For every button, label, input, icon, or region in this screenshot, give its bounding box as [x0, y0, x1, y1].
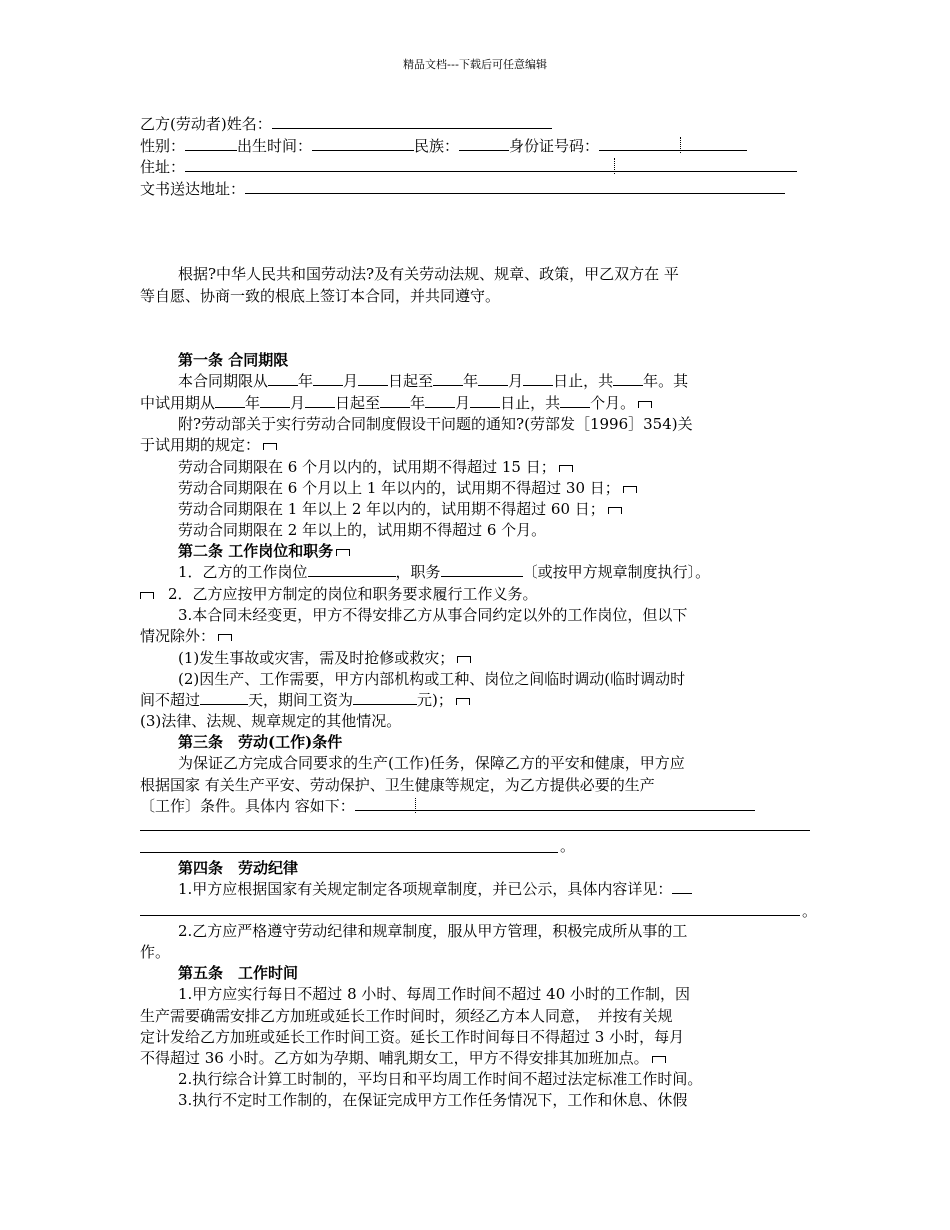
- year-blank[interactable]: [380, 393, 410, 408]
- text: 月: [290, 394, 306, 412]
- delivery-line: [140, 179, 785, 199]
- text: 日止，共: [553, 372, 614, 390]
- paragraph-mark-icon: [140, 592, 154, 599]
- wage-blank[interactable]: [353, 690, 417, 705]
- text: 中试用期从: [140, 394, 216, 412]
- name-label: 乙方(劳动者)姓名：: [140, 115, 272, 133]
- paragraph-mark-icon: [623, 486, 637, 493]
- art2-sub-2a: (2)因生产、工作需要，甲方内部机构或工种、岗位之间临时调动(临时调动时: [178, 670, 686, 688]
- art4-title: 第四条 劳动纪律: [178, 859, 299, 877]
- days-blank[interactable]: [200, 690, 248, 705]
- art4-line-4: 作。: [140, 943, 171, 961]
- duty-blank[interactable]: [441, 562, 523, 577]
- art1-title: 第一条 合同期限: [178, 351, 289, 369]
- text: 劳动合同期限在 6 个月以内的，试用期不得超过 15 日；: [178, 458, 556, 476]
- intro-line-2: 等自愿、协商一致的根底上签订本合同，并共同遵守。: [140, 287, 501, 305]
- year-blank[interactable]: [433, 371, 463, 386]
- text: 于试用期的规定：: [140, 436, 261, 454]
- art5-line-2: 生产需要确需安排乙方加班或延长工作时间时，须经乙方本人同意， 并按有关规: [140, 1007, 673, 1025]
- delivery-label: 文书送达地址：: [140, 180, 246, 198]
- art4-line-3: 2.乙方应严格遵守劳动纪律和规章制度，服从甲方管理，积极完成所从事的工: [178, 922, 688, 940]
- text: 〔或按甲方规章制度执行〕。: [522, 563, 711, 581]
- paragraph-mark-icon: [457, 656, 471, 663]
- art1-rule-1: [178, 457, 573, 477]
- paragraph-mark-icon: [263, 443, 277, 450]
- delivery-blank[interactable]: [245, 179, 785, 194]
- text: 月: [343, 372, 359, 390]
- year-blank[interactable]: [268, 371, 298, 386]
- text: 本合同期限从: [178, 372, 269, 390]
- gender-label: 性别：: [140, 137, 186, 155]
- art1-rule-3: [178, 499, 622, 519]
- text: 情况除外：: [140, 627, 216, 645]
- art3-end-period: 。: [560, 837, 576, 855]
- address-line: [140, 157, 797, 177]
- paragraph-mark-icon: [336, 549, 350, 556]
- art1-rule-2: [178, 478, 637, 498]
- text: 年: [245, 394, 261, 412]
- text: 1.甲方应根据国家有关规定制定各项规章制度，并已公示，具体内容详见：: [178, 880, 673, 898]
- art2-title: [178, 541, 350, 561]
- address-label: 住址：: [140, 158, 186, 176]
- month-blank[interactable]: [313, 371, 343, 386]
- text: 1．乙方的工作岗位: [178, 563, 308, 581]
- id-label: 身份证号码：: [509, 137, 600, 155]
- art5-title: 第五条 工作时间: [178, 964, 299, 982]
- total-years-blank[interactable]: [613, 371, 643, 386]
- dotted-marker: [415, 798, 416, 813]
- art3-line-3: [140, 796, 755, 816]
- paragraph-mark-icon: [652, 1056, 666, 1063]
- text: 劳动合同期限在 1 年以上 2 年以内的，试用期不得超过 60 日；: [178, 500, 605, 518]
- text: 月: [455, 394, 471, 412]
- text: 日起至: [335, 394, 381, 412]
- paragraph-mark-icon: [456, 698, 470, 705]
- month-blank[interactable]: [260, 393, 290, 408]
- text: 月: [508, 372, 524, 390]
- intro-line-1: 根据?中华人民共和国劳动法?及有关劳动法规、规章、政策，甲乙双方在 平: [178, 265, 679, 283]
- art4-end-period: 。: [802, 902, 818, 920]
- text: 日起至: [388, 372, 434, 390]
- ethnicity-blank[interactable]: [459, 136, 509, 151]
- position-blank[interactable]: [308, 562, 396, 577]
- text: 劳动合同期限在 6 个月以上 1 年以内的，试用期不得超过 30 日；: [178, 479, 620, 497]
- address-blank[interactable]: [185, 157, 797, 172]
- art1-probation-line: [140, 393, 652, 413]
- art2-sub-1: [178, 648, 471, 668]
- art3-line-1: 为保证乙方完成合同要求的生产(工作)任务，保障乙方的平安和健康，甲方应: [178, 754, 685, 772]
- gender-blank[interactable]: [185, 136, 237, 151]
- name-line: [140, 114, 552, 134]
- text: ，职务: [395, 563, 441, 581]
- text: 2．乙方应按甲方制定的岗位和职务要求履行工作义务。: [168, 585, 538, 603]
- text: 日止，共: [500, 394, 561, 412]
- text: (1)发生事故或灾害，需及时抢修或救灾；: [178, 649, 455, 667]
- art1-note-line-1: 附?劳动部关于实行劳动合同制度假设干问题的通知?(劳部发［1996］354)关: [178, 415, 693, 433]
- art1-rule-4: 劳动合同期限在 2 年以上的，试用期不得超过 6 个月。: [178, 521, 547, 539]
- text: 年: [410, 394, 426, 412]
- art1-term-line: [178, 371, 688, 391]
- art3-line-2: 根据国家 有关生产平安、劳动保护、卫生健康等规定，为乙方提供必要的生产: [140, 776, 655, 794]
- dotted-marker: [680, 137, 681, 153]
- paragraph-mark-icon: [608, 507, 622, 514]
- paragraph-mark-icon: [218, 634, 232, 641]
- art2-sub-3: (3)法律、法规、规章规定的其他情况。: [140, 712, 402, 730]
- art2-item-3a: 3.本合同未经变更，甲方不得安排乙方从事合同约定以外的工作岗位，但以下: [178, 606, 688, 624]
- gender-line: [140, 136, 747, 156]
- text: 个月。: [590, 394, 636, 412]
- day-blank[interactable]: [470, 393, 500, 408]
- text: 元)；: [417, 691, 453, 709]
- art5-line-6: 3.执行不定时工作制的，在保证完成甲方工作任务情况下，工作和休息、休假: [178, 1091, 688, 1109]
- art5-line-4: [140, 1048, 666, 1068]
- art2-item-2: [140, 584, 538, 604]
- art3-title: 第三条 劳动(工作)条件: [178, 733, 343, 751]
- conditions-blank-line-2[interactable]: [140, 830, 810, 831]
- art2-sub-2b: [140, 690, 470, 710]
- art5-line-1: 1.甲方应实行每日不超过 8 小时、每周工作时间不超过 40 小时的工作制，因: [178, 985, 691, 1003]
- name-blank[interactable]: [272, 114, 552, 129]
- birth-blank[interactable]: [312, 136, 414, 151]
- month-blank[interactable]: [478, 371, 508, 386]
- day-blank[interactable]: [523, 371, 553, 386]
- art1-note-line-2: [140, 435, 277, 455]
- month-blank[interactable]: [425, 393, 455, 408]
- day-blank[interactable]: [358, 371, 388, 386]
- paragraph-mark-icon: [559, 465, 573, 472]
- paragraph-mark-icon: [638, 401, 652, 408]
- rules-blank[interactable]: [672, 879, 692, 894]
- text: 不得超过 36 小时。乙方如为孕期、哺乳期女工，甲方不得安排其加班加点。: [140, 1049, 649, 1067]
- art4-line-1: [178, 879, 692, 899]
- art2-item-3b: [140, 626, 232, 646]
- text: 年: [463, 372, 479, 390]
- art5-line-5: 2.执行综合计算工时制的，平均日和平均周工作时间不超过法定标准工作时间。: [178, 1070, 703, 1088]
- text: 〔工作〕条件。具体内 容如下：: [140, 797, 355, 815]
- year-blank[interactable]: [215, 393, 245, 408]
- text: 天，期间工资为: [248, 691, 354, 709]
- birth-label: 出生时间：: [237, 137, 313, 155]
- text: 间不超过: [140, 691, 201, 709]
- rules-blank-line-2[interactable]: [140, 915, 800, 916]
- dotted-marker: [614, 158, 615, 174]
- text: 年。其: [643, 372, 689, 390]
- day-blank[interactable]: [305, 393, 335, 408]
- id-blank[interactable]: [599, 136, 747, 151]
- page-header: 精品文档---下载后可任意编辑: [403, 58, 547, 71]
- art5-line-3: 定计发给乙方加班或延长工作时间工资。延长工作时间每日不得超过 3 小时，每月: [140, 1028, 685, 1046]
- ethnicity-label: 民族：: [414, 137, 460, 155]
- art2-item-1: [178, 562, 710, 582]
- conditions-blank-line-3[interactable]: [140, 852, 558, 853]
- text: 第二条 工作岗位和职务: [178, 542, 334, 560]
- text: 年: [298, 372, 314, 390]
- total-months-blank[interactable]: [560, 393, 590, 408]
